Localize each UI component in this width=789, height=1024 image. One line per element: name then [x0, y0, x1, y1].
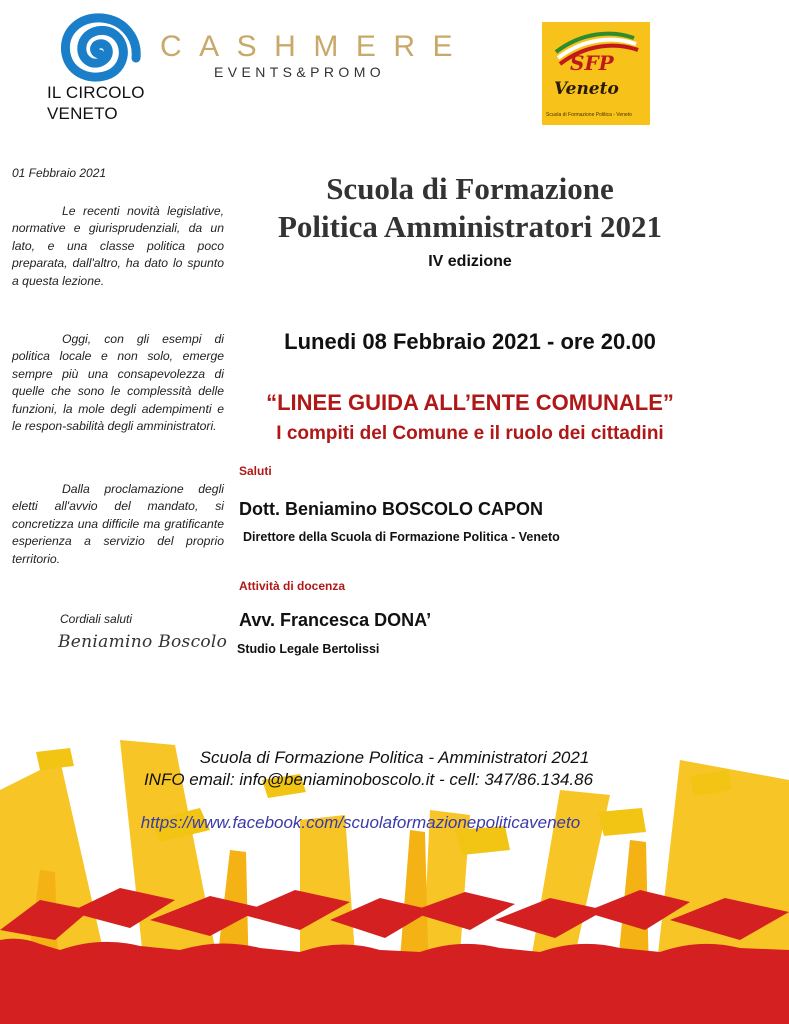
speaker2-role: Studio Legale Bertolissi	[237, 642, 380, 656]
event-datetime: Lunedi 08 Febbraio 2021 - ore 20.00	[284, 329, 656, 354]
letter-date: 01 Febbraio 2021	[12, 166, 107, 180]
teaching-label: Attività di docenza	[239, 579, 346, 593]
circolo-line2: VENETO	[47, 104, 118, 123]
letter-closing: Cordiali saluti	[60, 612, 133, 626]
footer-contact-info: INFO email: info@beniaminoboscolo.it - cell: 347/86.134.86	[143, 770, 594, 789]
sfp-veneto-word: Veneto	[554, 79, 619, 99]
speaker1-role: Direttore della Scuola di Formazione Politica - Veneto	[243, 530, 560, 544]
letter-paragraph: Le recenti novità legislative, normative e giurisprudenziali, da un lato, e una classe politica poco preparata, dall'altro, ha dato lo spunto a questa lezione.	[12, 204, 224, 288]
cashmere-logo-subtitle: EVENTS&PROMO	[214, 64, 386, 80]
greetings-label: Saluti	[239, 464, 272, 478]
facebook-link[interactable]: https://www.facebook.com/scuolaformazionepoliticaveneto	[140, 813, 581, 832]
letter-paragraph: Dalla proclamazione degli eletti all'avvio del mandato, si concretizza una difficile ma gratificante esperienza a servizio del proprio territorio.	[12, 482, 224, 566]
event-title	[230, 170, 710, 246]
footer-school-name: Scuola di Formazione Politica - Amministratori 2021	[199, 748, 590, 767]
speaker2-name: Avv. Francesca DONA’	[239, 610, 432, 630]
lesson-subtitle: I compiti del Comune e il ruolo dei cittadini	[276, 423, 664, 444]
event-edition: IV edizione	[428, 253, 512, 270]
event-title-line1: Scuola di Formazione	[326, 171, 614, 206]
sfp-letters: SFP	[570, 51, 614, 75]
speaker1-name: Dott. Beniamino BOSCOLO CAPON	[239, 499, 544, 519]
sfp-caption: Scuola di Formazione Politica - Veneto	[546, 112, 632, 118]
cashmere-logo-title: CASHMERE	[160, 30, 471, 63]
circolo-logo-text	[47, 82, 145, 124]
lesson-title: “LINEE GUIDA ALL’ENTE COMUNALE”	[266, 390, 674, 415]
event-title-line2: Politica Amministratori 2021	[278, 209, 662, 244]
circolo-line1: IL CIRCOLO	[47, 83, 145, 102]
sfp-veneto-logo	[542, 22, 650, 125]
signature: Beniamino Boscolo	[58, 632, 228, 652]
letter-paragraph: Oggi, con gli esempi di politica locale e non solo, emerge sempre più una consapevolezza di quelle che sono le complessità delle funzioni, la mole degli adempimenti e le respon-sabilità degli amministratori.	[12, 332, 224, 434]
